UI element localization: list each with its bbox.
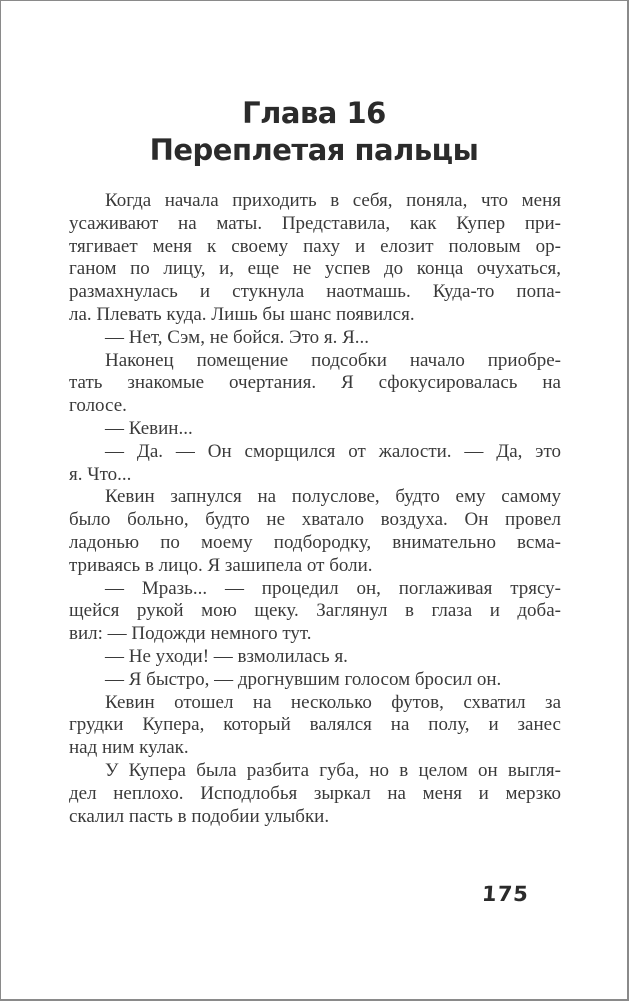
text-line: ла. Плевать куда. Лишь бы шанс появился. bbox=[69, 303, 415, 325]
text-line: триваясь в лицо. Я зашипела от боли. bbox=[69, 554, 373, 576]
chapter-number-line: Глава 16 bbox=[242, 96, 386, 130]
text-line: я. Что... bbox=[69, 463, 132, 485]
chapter-title bbox=[1, 95, 627, 169]
text-line: грудки Купера, который валялся на полу, и занес bbox=[69, 714, 561, 736]
text-line: усаживают на маты. Представила, как Купер при- bbox=[69, 212, 561, 234]
text-line: — Не уходи! — взмолилась я. bbox=[105, 645, 348, 667]
text-line: Кевин отошел на несколько футов, схватил за bbox=[105, 691, 561, 713]
text-line: У Купера была разбита губа, но в целом он выгля- bbox=[105, 759, 561, 781]
text-line: вил: — Подожди немного тут. bbox=[69, 623, 312, 645]
text-block bbox=[69, 190, 561, 828]
text-line: — Я быстро, — дрогнувшим голосом бросил он. bbox=[105, 668, 502, 690]
text-line: скалил пасть в подобии улыбки. bbox=[69, 805, 330, 827]
text-line: ганом по лицу, и, еще не успев до конца очухаться, bbox=[69, 258, 561, 280]
text-line: щейся рукой мою щеку. Заглянул в глаза и доба- bbox=[69, 600, 561, 622]
text-line: ладонью по моему подбородку, внимательно всма- bbox=[69, 531, 561, 553]
text-line: размахнулась и стукнула наотмашь. Куда-то попа- bbox=[69, 281, 561, 303]
text-line: Наконец помещение подсобки начало приобре- bbox=[105, 349, 561, 371]
text-line: — Мразь... — процедил он, поглаживая трясу- bbox=[105, 577, 561, 599]
text-line: голосе. bbox=[69, 395, 127, 417]
text-line: Кевин запнулся на полуслове, будто ему самому bbox=[105, 486, 561, 508]
text-line: тать знакомые очертания. Я сфокусировалась на bbox=[69, 372, 561, 394]
text-line: Когда начала приходить в себя, поняла, что меня bbox=[105, 190, 561, 211]
chapter-name-line: Переплетая пальцы bbox=[149, 133, 479, 167]
text-line: — Кевин... bbox=[105, 417, 193, 439]
text-line: над ним кулак. bbox=[69, 737, 189, 759]
text-line: — Нет, Сэм, не бойся. Это я. Я... bbox=[105, 326, 370, 348]
text-line: — Да. — Он сморщился от жалости. — Да, это bbox=[105, 440, 561, 462]
text-line: тягивает меня к своему паху и елозит половым ор- bbox=[69, 235, 561, 257]
page-number: 175 bbox=[481, 882, 530, 906]
text-line: дел неплохо. Исподлобья зыркал на меня и мерзко bbox=[69, 782, 561, 804]
text-line: было больно, будто не хватало воздуха. Он провел bbox=[69, 509, 561, 531]
